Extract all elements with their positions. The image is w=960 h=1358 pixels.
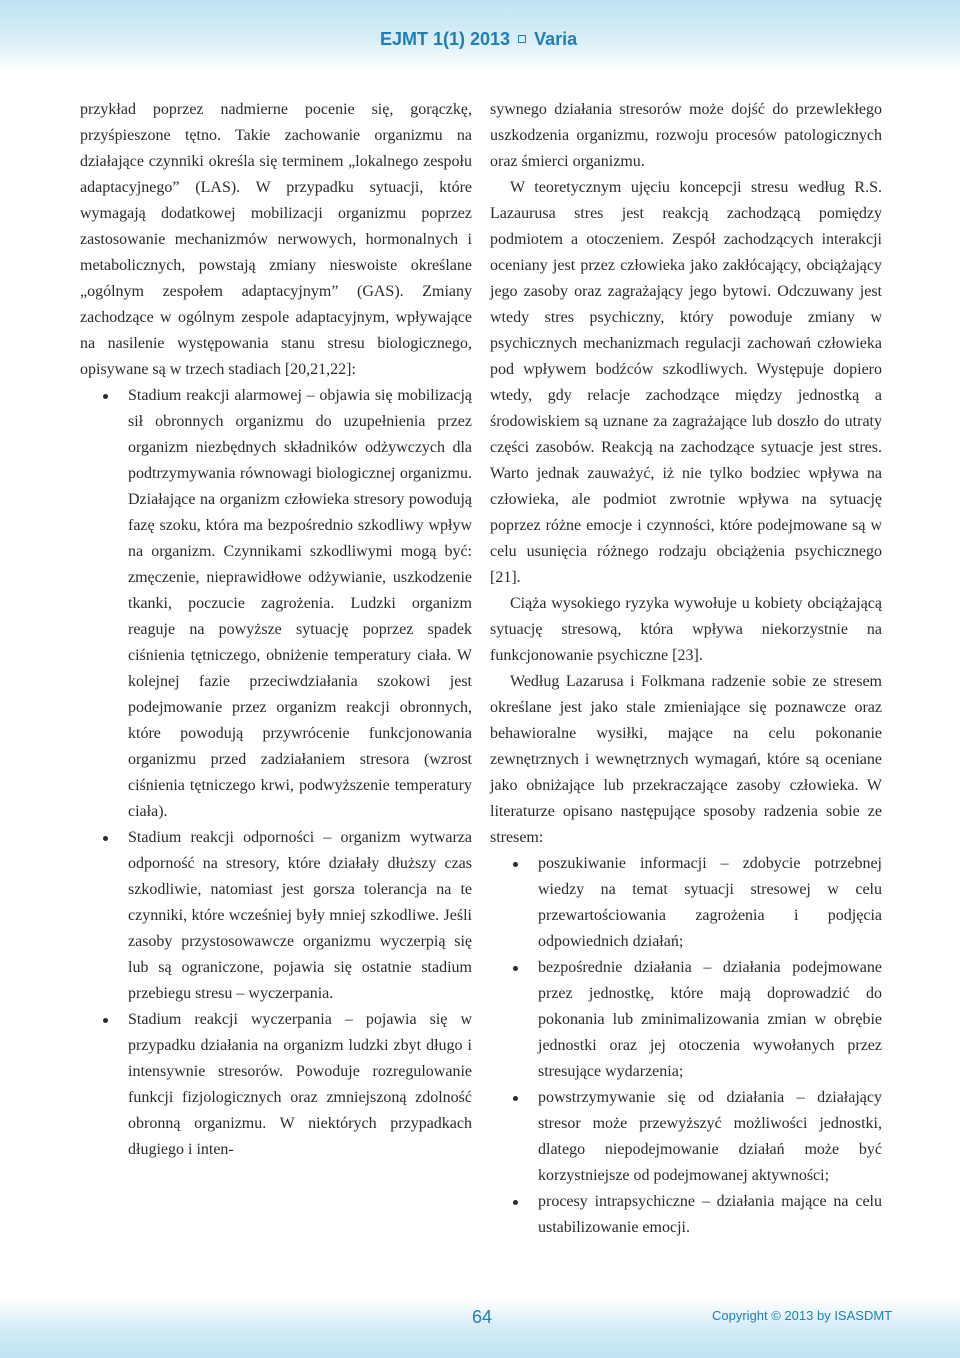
- stress-stages-list: [80, 383, 472, 1163]
- list-item: poszukiwanie informacji – zdobycie potrzebnej wiedzy na temat sytuacji stresowej w celu przewartościowania zagrożenia i podjęcia odpowiednich działań;: [490, 851, 882, 955]
- coping-strategies-list: [490, 851, 882, 1241]
- section-name: Varia: [534, 28, 578, 49]
- journal-title: EJMT 1(1) 2013: [380, 28, 511, 49]
- body-paragraph: sywnego działania stresorów może dojść do przewlekłego uszkodzenia organizmu, rozwoju procesów patologicznych oraz śmierci organizmu.: [490, 101, 882, 170]
- body-paragraph: W teoretycznym ujęciu koncepcji stresu według R.S. Lazaurusa stres jest reakcją zachodzącą pomiędzy podmiotem a otoczeniem. Zespół zachodzących interakcji oceniany jest przez człowieka jako zakłócający, obciążający jego zasoby oraz zagrażający jego bytowi. Odczuwany jest wtedy stres psychiczny, który powoduje zmiany w psychicznych mechanizmach regulacji zachowań człowieka pod wpływem bodźców szkodliwych. Występuje dopiero wtedy, gdy relacje zachodzące między jednostką a środowiskiem są uznane za zagrażające lub doszło do utraty części zasobów. Reakcją na zachodzące sytuacje jest stres. Warto jednak zauważyć, iż nie tylko bodziec wpływa na człowieka, ale podmiot zwrotnie wpływa na sytuację poprzez różne emocje i czynności, które podejmowane są w celu usunięcia różnego rodzaju obciążenia psychicznego [21].: [490, 179, 882, 586]
- list-item: powstrzymywanie się od działania – działający stresor może przewyższyć możliwości jednostki, dlatego niepodejmowanie działań może być korzystniejsze od podejmowanej aktywności;: [490, 1085, 882, 1189]
- list-item: Stadium reakcji wyczerpania – pojawia się w przypadku działania na organizm ludzki zbyt długo i intensywnie stresorów. Powoduje rozregulowanie funkcji fizjologicznych oraz zmniejszoną zdolność obronną organizmu. W niektórych przypadkach długiego i inten-: [80, 1007, 472, 1163]
- body-paragraph: Według Lazarusa i Folkmana radzenie sobie ze stresem określane jest jako stale zmieniające się poznawcze oraz behawioralne wysiłki, mające na celu pokonanie zewnętrznych i wewnętrznych wymagań, które są oceniane jako obniżające lub przekraczające zasoby człowieka. W literaturze opisano następujące sposoby radzenia sobie ze stresem:: [490, 673, 882, 846]
- left-column: [80, 97, 472, 1163]
- list-item: bezpośrednie działania – działania podejmowane przez jednostkę, które mają doprowadzić do pokonania lub zminimalizowania zmian w obrębie jednostki oraz jej otoczenia wywołanych przez stresujące wydarzenia;: [490, 955, 882, 1085]
- running-header: [380, 26, 577, 52]
- body-paragraph: Ciąża wysokiego ryzyka wywołuje u kobiety obciążającą sytuację stresową, która wpływa niekorzystnie na funkcjonowanie psychiczne [23].: [490, 595, 882, 664]
- body-paragraph: przykład poprzez nadmierne pocenie się, gorączkę, przyśpieszone tętno. Takie zachowanie organizmu na działające czynniki określa się terminem „lokalnego zespołu adaptacyjnego” (LAS). W przypadku sytuacji, które wymagają dodatkowej mobilizacji organizmu poprzez zastosowanie mechanizmów nerwowych, hormonalnych i metabolicznych, powstają zmiany nieswoiste określane „ogólnym zespołem adaptacyjnym” (GAS). Zmiany zachodzące w ogólnym zespole adaptacyjnym, wpływające na nasilenie występowania stanu stresu biologicznego, opisywane są w trzech stadiach [20,21,22]:: [80, 101, 472, 378]
- page-number: 64: [471, 1307, 493, 1327]
- copyright-notice: Copyright © 2013 by ISASDMT: [712, 1308, 893, 1323]
- list-item: procesy intrapsychiczne – działania mające na celu ustabilizowanie emocji.: [490, 1189, 882, 1241]
- square-separator-icon: [518, 35, 526, 43]
- list-item: Stadium reakcji alarmowej – objawia się mobilizacją sił obronnych organizmu do uzupełnienia przez organizm niezbędnych składników odżywczych dla podtrzymywania równowagi biologicznej organizmu. Działające na organizm człowieka stresory powodują fazę szoku, która ma bezpośrednio szkodliwy wpływ na organizm. Czynnikami szkodliwymi mogą być: zmęczenie, nieprawidłowe odżywianie, uszkodzenie tkanki, poczucie zagrożenia. Ludzki organizm reaguje na powyższe sytuację poprzez spadek ciśnienia tętniczego, obniżenie temperatury ciała. W kolejnej fazie przeciwdziałania szokowi jest podejmowanie przez organizm reakcji obronnych, które powodują przywrócenie funkcjonowania organizmu przed zadziałaniem stresora (wzrost ciśnienia tętniczego krwi, podwyższenie temperatury ciała).: [80, 383, 472, 825]
- list-item: Stadium reakcji odporności – organizm wytwarza odporność na stresory, które działały dłuższy czas szkodliwie, natomiast jest gorsza tolerancja na te czynniki, które wcześniej były mniej szkodliwe. Jeśli zasoby przystosowawcze organizmu wyczerpią się lub są ograniczone, pojawia się ostatnie stadium przebiegu stresu – wyczerpania.: [80, 825, 472, 1007]
- right-column: [490, 97, 882, 1241]
